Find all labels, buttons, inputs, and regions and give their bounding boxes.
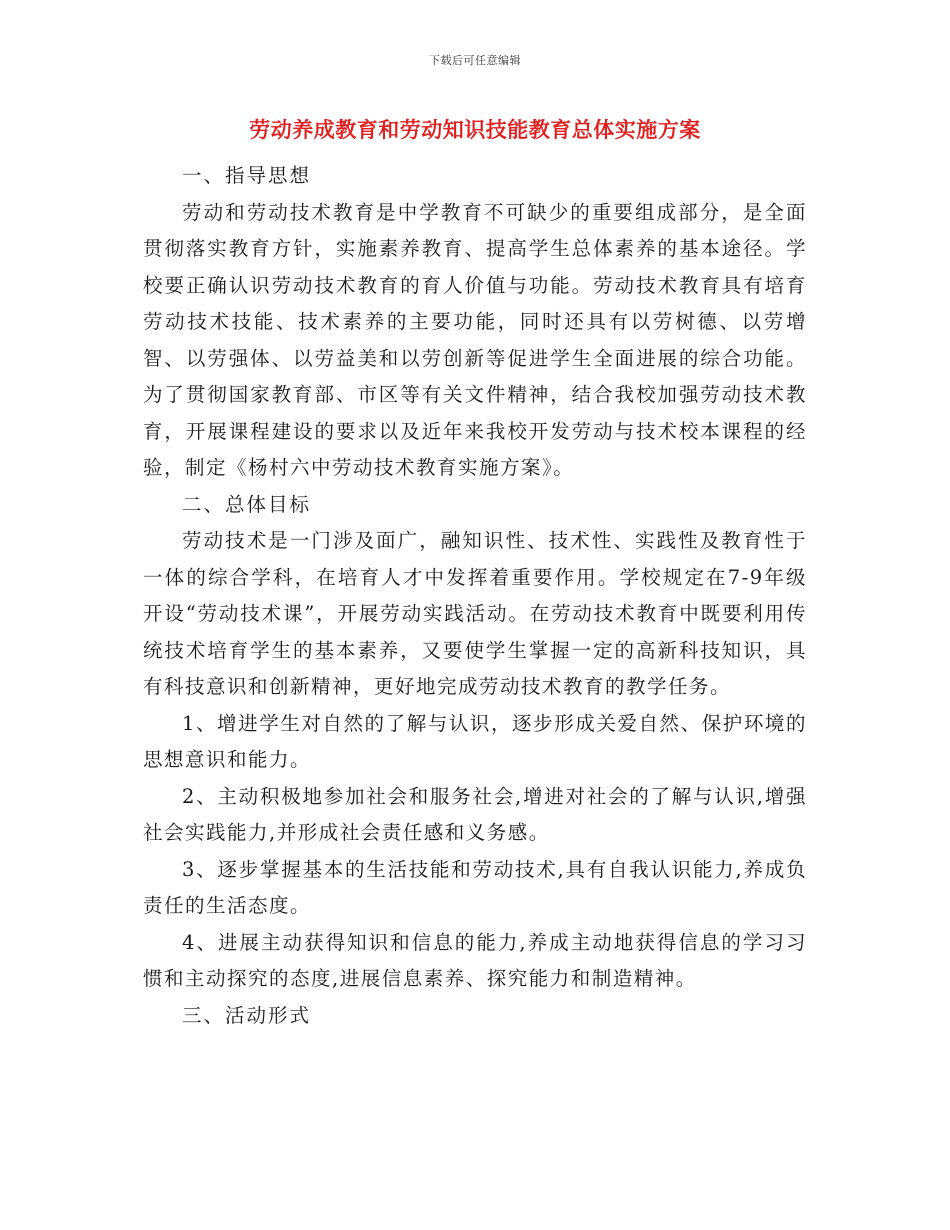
paragraph: 劳动技术是一门涉及面广，融知识性、技术性、实践性及教育性于一体的综合学科，在培育人才中发挥着重要作用。学校规定在7-9年级开设“劳动技术课”，开展劳动实践活动。在劳动技术教育中既要利用传统技术培育学生的基本素养，又要使学生掌握一定的高新科技知识，具有科技意识和创新精神，更好地完成劳动技术教育的教学任务。: [143, 529, 807, 698]
list-item: 1、增进学生对自然的了解与认识，逐步形成关爱自然、保护环境的思想意识和能力。: [143, 711, 807, 771]
section-heading: 一、指导思想: [182, 164, 312, 187]
section-heading: 二、总体目标: [182, 492, 312, 516]
section-heading: 三、活动形式: [182, 1003, 312, 1027]
document-body: [143, 158, 807, 1034]
list-item: 4、进展主动获得知识和信息的能力,养成主动地获得信息的学习习惯和主动探究的态度,进展信息素养、探究能力和制造精神。: [143, 930, 807, 990]
page-header-note: 下载后可任意编辑: [429, 54, 521, 67]
list-item: 3、逐步掌握基本的生活技能和劳动技术,具有自我认识能力,养成负责任的生活态度。: [143, 857, 807, 917]
document-title: 劳动养成教育和劳动知识技能教育总体实施方案: [249, 117, 701, 142]
list-item: 2、主动积极地参加社会和服务社会,增进对社会的了解与认识,增强社会实践能力,并形成社会责任感和义务感。: [143, 784, 807, 844]
paragraph: 劳动和劳动技术教育是中学教育不可缺少的重要组成部分，是全面贯彻落实教育方针，实施素养教育、提高学生总体素养的基本途径。学校要正确认识劳动技术教育的育人价值与功能。劳动技术教育具有培育劳动技术技能、技术素养的主要功能，同时还具有以劳树德、以劳增智、以劳强体、以劳益美和以劳创新等促进学生全面进展的综合功能。为了贯彻国家教育部、市区等有关文件精神，结合我校加强劳动技术教育，开展课程建设的要求以及近年来我校开发劳动与技术校本课程的经验，制定《杨村六中劳动技术教育实施方案》。: [143, 200, 807, 479]
